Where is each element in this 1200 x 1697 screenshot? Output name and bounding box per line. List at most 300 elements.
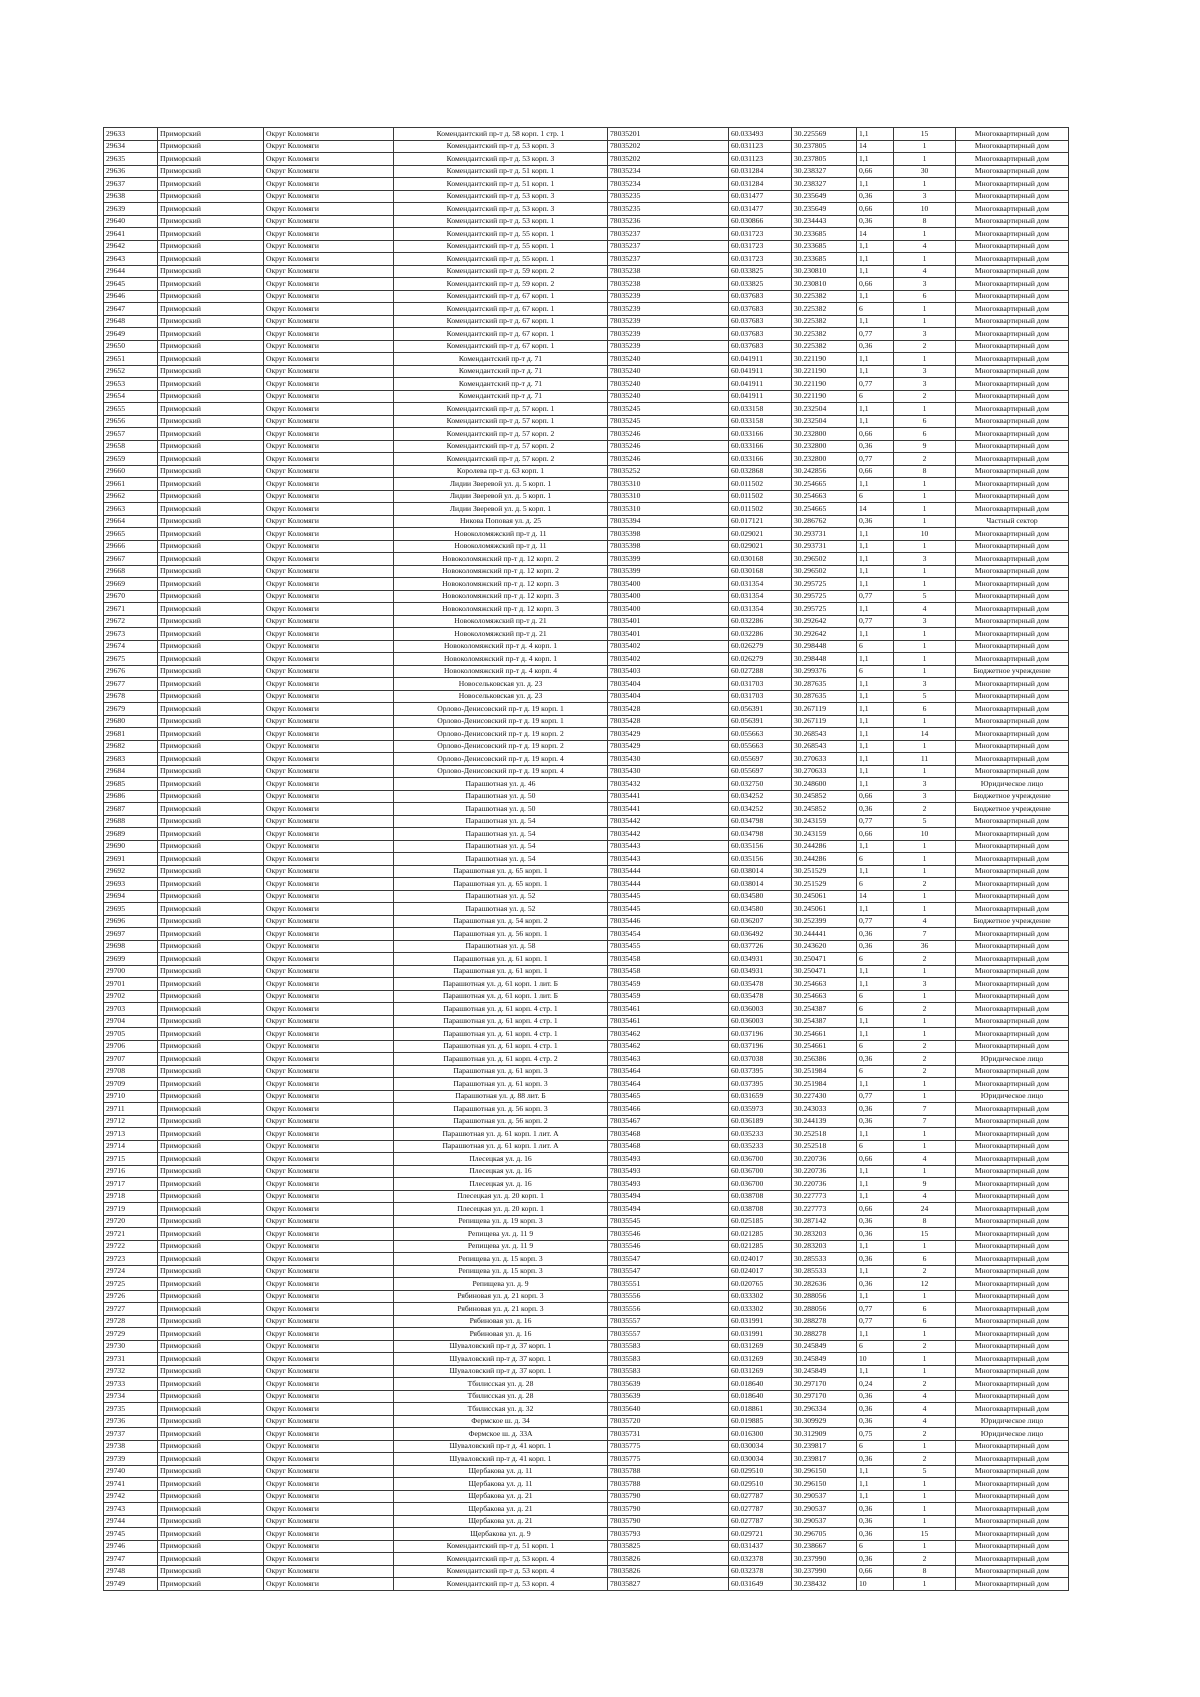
cell-container-count: 1 (894, 990, 956, 1003)
cell-latitude: 60.036189 (729, 1115, 792, 1128)
cell-object-code: 78035428 (608, 703, 729, 716)
cell-row-number: 29745 (104, 1528, 158, 1541)
cell-row-number: 29689 (104, 828, 158, 841)
table-row (104, 1553, 1069, 1566)
cell-container-volume: 0,36 (857, 1553, 894, 1566)
cell-object-type: Многоквартирный дом (956, 940, 1069, 953)
cell-object-code: 78035463 (608, 1053, 729, 1066)
cell-longitude: 30.243033 (792, 1103, 857, 1116)
cell-row-number: 29704 (104, 1015, 158, 1028)
cell-object-type: Многоквартирный дом (956, 228, 1069, 241)
cell-district: Приморский (158, 365, 264, 378)
cell-row-number: 29650 (104, 340, 158, 353)
cell-object-code: 78035401 (608, 628, 729, 641)
cell-object-type: Многоквартирный дом (956, 153, 1069, 166)
cell-address: Парашютная ул. д. 61 корп. 4 стр. 1 (394, 1003, 608, 1016)
table-row (104, 315, 1069, 328)
cell-district: Приморский (158, 1390, 264, 1403)
cell-district: Приморский (158, 940, 264, 953)
table-row (104, 428, 1069, 441)
cell-object-code: 78035639 (608, 1390, 729, 1403)
cell-municipal-district: Округ Коломяги (264, 928, 394, 941)
cell-container-volume: 1,1 (857, 1478, 894, 1491)
cell-longitude: 30.227773 (792, 1190, 857, 1203)
cell-container-count: 1 (894, 628, 956, 641)
cell-object-type: Юридическое лицо (956, 1428, 1069, 1441)
cell-municipal-district: Округ Коломяги (264, 415, 394, 428)
cell-address: Парашютная ул. д. 54 (394, 840, 608, 853)
cell-district: Приморский (158, 1478, 264, 1491)
cell-address: Парашютная ул. д. 61 корп. 1 (394, 965, 608, 978)
cell-container-count: 1 (894, 140, 956, 153)
cell-longitude: 30.227773 (792, 1203, 857, 1216)
cell-longitude: 30.225382 (792, 340, 857, 353)
cell-district: Приморский (158, 815, 264, 828)
cell-municipal-district: Округ Коломяги (264, 1203, 394, 1216)
cell-district: Приморский (158, 603, 264, 616)
cell-address: Парашютная ул. д. 61 корп. 1 лит. Б (394, 978, 608, 991)
cell-container-volume: 0,36 (857, 515, 894, 528)
cell-district: Приморский (158, 390, 264, 403)
cell-longitude: 30.244286 (792, 853, 857, 866)
cell-municipal-district: Округ Коломяги (264, 165, 394, 178)
cell-latitude: 60.056391 (729, 703, 792, 716)
table-row (104, 878, 1069, 891)
cell-longitude: 30.288056 (792, 1290, 857, 1303)
cell-address: Парашютная ул. д. 61 корп. 1 лит. А (394, 1128, 608, 1141)
table-row (104, 1003, 1069, 1016)
cell-container-count: 1 (894, 865, 956, 878)
cell-object-type: Многоквартирный дом (956, 1140, 1069, 1153)
cell-container-volume: 1,1 (857, 628, 894, 641)
cell-row-number: 29654 (104, 390, 158, 403)
cell-municipal-district: Округ Коломяги (264, 1265, 394, 1278)
cell-address: Парашютная ул. д. 54 (394, 828, 608, 841)
cell-container-count: 3 (894, 790, 956, 803)
cell-district: Приморский (158, 403, 264, 416)
cell-row-number: 29718 (104, 1190, 158, 1203)
cell-municipal-district: Округ Коломяги (264, 465, 394, 478)
cell-latitude: 60.033302 (729, 1303, 792, 1316)
cell-object-type: Многоквартирный дом (956, 140, 1069, 153)
cell-address: Щербакова ул. д. 11 (394, 1478, 608, 1491)
cell-container-count: 1 (894, 1540, 956, 1553)
cell-municipal-district: Округ Коломяги (264, 1290, 394, 1303)
table-row (104, 1478, 1069, 1491)
table-body (104, 128, 1069, 1591)
cell-district: Приморский (158, 1065, 264, 1078)
cell-latitude: 60.026279 (729, 640, 792, 653)
cell-object-code: 78035720 (608, 1415, 729, 1428)
cell-object-code: 78035240 (608, 365, 729, 378)
cell-address: Фермское ш. д. 33А (394, 1428, 608, 1441)
cell-address: Комендантский пр-т д. 67 корп. 1 (394, 315, 608, 328)
cell-container-volume: 0,77 (857, 615, 894, 628)
cell-district: Приморский (158, 690, 264, 703)
cell-object-code: 78035240 (608, 353, 729, 366)
table-row (104, 553, 1069, 566)
cell-object-code: 78035775 (608, 1440, 729, 1453)
cell-object-type: Юридическое лицо (956, 1090, 1069, 1103)
cell-object-code: 78035235 (608, 203, 729, 216)
cell-object-type: Многоквартирный дом (956, 865, 1069, 878)
cell-municipal-district: Округ Коломяги (264, 328, 394, 341)
cell-container-volume: 0,66 (857, 203, 894, 216)
cell-latitude: 60.031123 (729, 140, 792, 153)
cell-object-code: 78035444 (608, 865, 729, 878)
cell-district: Приморский (158, 1128, 264, 1141)
cell-district: Приморский (158, 1515, 264, 1528)
cell-container-count: 3 (894, 278, 956, 291)
cell-latitude: 60.031991 (729, 1315, 792, 1328)
cell-district: Приморский (158, 640, 264, 653)
cell-municipal-district: Округ Коломяги (264, 353, 394, 366)
cell-row-number: 29713 (104, 1128, 158, 1141)
cell-latitude: 60.033825 (729, 265, 792, 278)
cell-address: Парашютная ул. д. 52 (394, 890, 608, 903)
cell-object-type: Многоквартирный дом (956, 453, 1069, 466)
cell-district: Приморский (158, 715, 264, 728)
cell-district: Приморский (158, 1165, 264, 1178)
cell-municipal-district: Округ Коломяги (264, 1115, 394, 1128)
table-row (104, 828, 1069, 841)
cell-municipal-district: Округ Коломяги (264, 1253, 394, 1266)
cell-longitude: 30.233685 (792, 240, 857, 253)
cell-object-type: Частный сектор (956, 515, 1069, 528)
cell-container-volume: 1,1 (857, 578, 894, 591)
cell-container-count: 6 (894, 1315, 956, 1328)
cell-longitude: 30.283203 (792, 1228, 857, 1241)
cell-longitude: 30.299376 (792, 665, 857, 678)
cell-object-type: Многоквартирный дом (956, 253, 1069, 266)
cell-row-number: 29687 (104, 803, 158, 816)
cell-district: Приморский (158, 1428, 264, 1441)
cell-district: Приморский (158, 1140, 264, 1153)
cell-container-count: 1 (894, 303, 956, 316)
cell-municipal-district: Округ Коломяги (264, 690, 394, 703)
cell-object-type: Многоквартирный дом (956, 540, 1069, 553)
cell-latitude: 60.031354 (729, 578, 792, 591)
cell-object-type: Многоквартирный дом (956, 653, 1069, 666)
cell-longitude: 30.268543 (792, 728, 857, 741)
cell-longitude: 30.292642 (792, 615, 857, 628)
cell-district: Приморский (158, 828, 264, 841)
cell-latitude: 60.041911 (729, 365, 792, 378)
cell-municipal-district: Округ Коломяги (264, 128, 394, 141)
cell-latitude: 60.033158 (729, 403, 792, 416)
table-row (104, 1015, 1069, 1028)
table-row (104, 1565, 1069, 1578)
cell-municipal-district: Округ Коломяги (264, 1140, 394, 1153)
cell-container-count: 1 (894, 1365, 956, 1378)
cell-latitude: 60.037395 (729, 1078, 792, 1091)
cell-district: Приморский (158, 1378, 264, 1391)
cell-container-count: 1 (894, 1490, 956, 1503)
cell-latitude: 60.035478 (729, 990, 792, 1003)
cell-district: Приморский (158, 1290, 264, 1303)
cell-container-count: 2 (894, 1003, 956, 1016)
cell-address: Репищева ул. д. 19 корп. 3 (394, 1215, 608, 1228)
table-row (104, 403, 1069, 416)
table-row (104, 1065, 1069, 1078)
cell-container-volume: 1,1 (857, 703, 894, 716)
cell-longitude: 30.295725 (792, 590, 857, 603)
cell-object-code: 78035461 (608, 1015, 729, 1028)
table-row (104, 578, 1069, 591)
table-row (104, 753, 1069, 766)
cell-latitude: 60.027787 (729, 1490, 792, 1503)
cell-address: Королева пр-т д. 63 корп. 1 (394, 465, 608, 478)
cell-container-volume: 1,1 (857, 415, 894, 428)
table-row (104, 378, 1069, 391)
cell-district: Приморский (158, 340, 264, 353)
cell-municipal-district: Округ Коломяги (264, 803, 394, 816)
cell-municipal-district: Округ Коломяги (264, 1128, 394, 1141)
cell-district: Приморский (158, 703, 264, 716)
cell-container-count: 2 (894, 453, 956, 466)
cell-row-number: 29663 (104, 503, 158, 516)
cell-district: Приморский (158, 1003, 264, 1016)
cell-object-code: 78035493 (608, 1165, 729, 1178)
cell-district: Приморский (158, 578, 264, 591)
cell-object-type: Многоквартирный дом (956, 753, 1069, 766)
cell-row-number: 29703 (104, 1003, 158, 1016)
cell-longitude: 30.296150 (792, 1478, 857, 1491)
cell-address: Комендантский пр-т д. 58 корп. 1 стр. 1 (394, 128, 608, 141)
cell-container-volume: 14 (857, 140, 894, 153)
cell-address: Рябиновая ул. д. 16 (394, 1328, 608, 1341)
cell-container-volume: 6 (857, 953, 894, 966)
cell-latitude: 60.031703 (729, 690, 792, 703)
cell-municipal-district: Округ Коломяги (264, 753, 394, 766)
cell-row-number: 29734 (104, 1390, 158, 1403)
cell-municipal-district: Округ Коломяги (264, 1053, 394, 1066)
cell-municipal-district: Округ Коломяги (264, 528, 394, 541)
cell-longitude: 30.286762 (792, 515, 857, 528)
cell-municipal-district: Округ Коломяги (264, 1465, 394, 1478)
table-row (104, 1278, 1069, 1291)
cell-object-type: Многоквартирный дом (956, 853, 1069, 866)
cell-latitude: 60.031477 (729, 203, 792, 216)
cell-object-type: Многоквартирный дом (956, 1178, 1069, 1191)
cell-container-count: 1 (894, 665, 956, 678)
cell-container-volume: 6 (857, 640, 894, 653)
cell-container-count: 1 (894, 840, 956, 853)
table-row (104, 765, 1069, 778)
cell-address: Парашютная ул. д. 52 (394, 903, 608, 916)
cell-row-number: 29735 (104, 1403, 158, 1416)
cell-object-code: 78035442 (608, 815, 729, 828)
cell-object-code: 78035441 (608, 790, 729, 803)
table-row (104, 1265, 1069, 1278)
cell-latitude: 60.037196 (729, 1040, 792, 1053)
cell-district: Приморский (158, 515, 264, 528)
cell-container-volume: 14 (857, 228, 894, 241)
cell-row-number: 29645 (104, 278, 158, 291)
cell-municipal-district: Округ Коломяги (264, 615, 394, 628)
cell-longitude: 30.237805 (792, 140, 857, 153)
cell-container-volume: 1,1 (857, 903, 894, 916)
cell-container-volume: 1,1 (857, 178, 894, 191)
cell-row-number: 29684 (104, 765, 158, 778)
cell-object-type: Многоквартирный дом (956, 1465, 1069, 1478)
cell-row-number: 29748 (104, 1565, 158, 1578)
cell-object-code: 78035494 (608, 1203, 729, 1216)
cell-latitude: 60.018640 (729, 1378, 792, 1391)
cell-container-volume: 6 (857, 1040, 894, 1053)
cell-longitude: 30.287635 (792, 678, 857, 691)
cell-row-number: 29681 (104, 728, 158, 741)
cell-container-volume: 0,36 (857, 1515, 894, 1528)
cell-district: Приморский (158, 203, 264, 216)
cell-longitude: 30.245849 (792, 1340, 857, 1353)
table-row (104, 1140, 1069, 1153)
cell-container-volume: 0,66 (857, 1565, 894, 1578)
cell-object-code: 78035430 (608, 765, 729, 778)
cell-row-number: 29671 (104, 603, 158, 616)
table-row (104, 1490, 1069, 1503)
table-row (104, 740, 1069, 753)
cell-container-count: 4 (894, 1390, 956, 1403)
cell-row-number: 29727 (104, 1303, 158, 1316)
table-row (104, 1153, 1069, 1166)
cell-longitude: 30.238327 (792, 165, 857, 178)
cell-latitude: 60.041911 (729, 353, 792, 366)
cell-longitude: 30.296150 (792, 1465, 857, 1478)
cell-object-code: 78035404 (608, 690, 729, 703)
cell-object-type: Многоквартирный дом (956, 1440, 1069, 1453)
cell-container-count: 4 (894, 265, 956, 278)
cell-object-code: 78035790 (608, 1490, 729, 1503)
cell-container-volume: 6 (857, 1003, 894, 1016)
cell-container-volume: 1,1 (857, 965, 894, 978)
cell-container-volume: 0,36 (857, 803, 894, 816)
cell-address: Фермское ш. д. 34 (394, 1415, 608, 1428)
cell-object-type: Многоквартирный дом (956, 203, 1069, 216)
cell-district: Приморский (158, 1365, 264, 1378)
cell-latitude: 60.031437 (729, 1540, 792, 1553)
cell-district: Приморский (158, 553, 264, 566)
cell-container-volume: 0,36 (857, 1453, 894, 1466)
cell-row-number: 29641 (104, 228, 158, 241)
cell-district: Приморский (158, 1315, 264, 1328)
cell-object-code: 78035399 (608, 553, 729, 566)
table-row (104, 815, 1069, 828)
cell-municipal-district: Округ Коломяги (264, 228, 394, 241)
cell-latitude: 60.031991 (729, 1328, 792, 1341)
cell-object-type: Многоквартирный дом (956, 1328, 1069, 1341)
cell-container-volume: 1,1 (857, 1490, 894, 1503)
cell-longitude: 30.297170 (792, 1378, 857, 1391)
cell-container-count: 1 (894, 178, 956, 191)
cell-container-count: 1 (894, 490, 956, 503)
cell-row-number: 29670 (104, 590, 158, 603)
cell-address: Комендантский пр-т д. 57 корп. 2 (394, 440, 608, 453)
cell-row-number: 29679 (104, 703, 158, 716)
cell-object-type: Многоквартирный дом (956, 403, 1069, 416)
cell-latitude: 60.055663 (729, 740, 792, 753)
table-row (104, 1403, 1069, 1416)
cell-municipal-district: Округ Коломяги (264, 1240, 394, 1253)
cell-municipal-district: Округ Коломяги (264, 678, 394, 691)
cell-object-code: 78035404 (608, 678, 729, 691)
cell-latitude: 60.031649 (729, 1578, 792, 1591)
cell-object-type: Многоквартирный дом (956, 478, 1069, 491)
cell-district: Приморский (158, 728, 264, 741)
cell-object-type: Многоквартирный дом (956, 190, 1069, 203)
cell-latitude: 60.031123 (729, 153, 792, 166)
cell-object-code: 78035493 (608, 1153, 729, 1166)
cell-object-code: 78035826 (608, 1565, 729, 1578)
cell-municipal-district: Округ Коломяги (264, 828, 394, 841)
cell-district: Приморский (158, 1340, 264, 1353)
cell-latitude: 60.041911 (729, 390, 792, 403)
cell-longitude: 30.254387 (792, 1003, 857, 1016)
cell-longitude: 30.245061 (792, 903, 857, 916)
cell-longitude: 30.288056 (792, 1303, 857, 1316)
cell-container-count: 3 (894, 378, 956, 391)
cell-district: Приморский (158, 965, 264, 978)
cell-object-code: 78035556 (608, 1303, 729, 1316)
cell-longitude: 30.288278 (792, 1315, 857, 1328)
cell-address: Парашютная ул. д. 54 (394, 815, 608, 828)
cell-row-number: 29721 (104, 1228, 158, 1241)
table-row (104, 1053, 1069, 1066)
cell-container-count: 3 (894, 365, 956, 378)
cell-container-volume: 1,1 (857, 1328, 894, 1341)
cell-object-code: 78035557 (608, 1328, 729, 1341)
cell-district: Приморский (158, 165, 264, 178)
cell-object-code: 78035468 (608, 1128, 729, 1141)
table-row (104, 1028, 1069, 1041)
cell-row-number: 29707 (104, 1053, 158, 1066)
cell-address: Репищева ул. д. 11 9 (394, 1228, 608, 1241)
table-row (104, 1203, 1069, 1216)
cell-address: Орлово-Денисовский пр-т д. 19 корп. 4 (394, 765, 608, 778)
cell-latitude: 60.034580 (729, 903, 792, 916)
cell-latitude: 60.037726 (729, 940, 792, 953)
cell-row-number: 29728 (104, 1315, 158, 1328)
cell-container-volume: 1,1 (857, 565, 894, 578)
table-row (104, 890, 1069, 903)
cell-municipal-district: Округ Коломяги (264, 653, 394, 666)
cell-latitude: 60.032286 (729, 615, 792, 628)
cell-container-count: 3 (894, 190, 956, 203)
cell-object-type: Многоквартирный дом (956, 240, 1069, 253)
cell-object-code: 78035459 (608, 990, 729, 1003)
cell-municipal-district: Округ Коломяги (264, 1378, 394, 1391)
cell-container-count: 4 (894, 1415, 956, 1428)
cell-address: Новоколомяжский пр-т д. 4 корп. 1 (394, 653, 608, 666)
cell-row-number: 29682 (104, 740, 158, 753)
cell-container-count: 3 (894, 678, 956, 691)
cell-object-type: Многоквартирный дом (956, 378, 1069, 391)
cell-latitude: 60.038708 (729, 1203, 792, 1216)
cell-district: Приморский (158, 840, 264, 853)
cell-longitude: 30.232800 (792, 428, 857, 441)
cell-container-count: 8 (894, 215, 956, 228)
cell-container-volume: 1,1 (857, 1290, 894, 1303)
cell-latitude: 60.034931 (729, 965, 792, 978)
cell-object-code: 78035443 (608, 853, 729, 866)
cell-object-code: 78035238 (608, 278, 729, 291)
cell-container-count: 1 (894, 715, 956, 728)
table-row (104, 1353, 1069, 1366)
cell-longitude: 30.254665 (792, 478, 857, 491)
cell-latitude: 60.031477 (729, 190, 792, 203)
cell-longitude: 30.295725 (792, 603, 857, 616)
cell-latitude: 60.034580 (729, 890, 792, 903)
